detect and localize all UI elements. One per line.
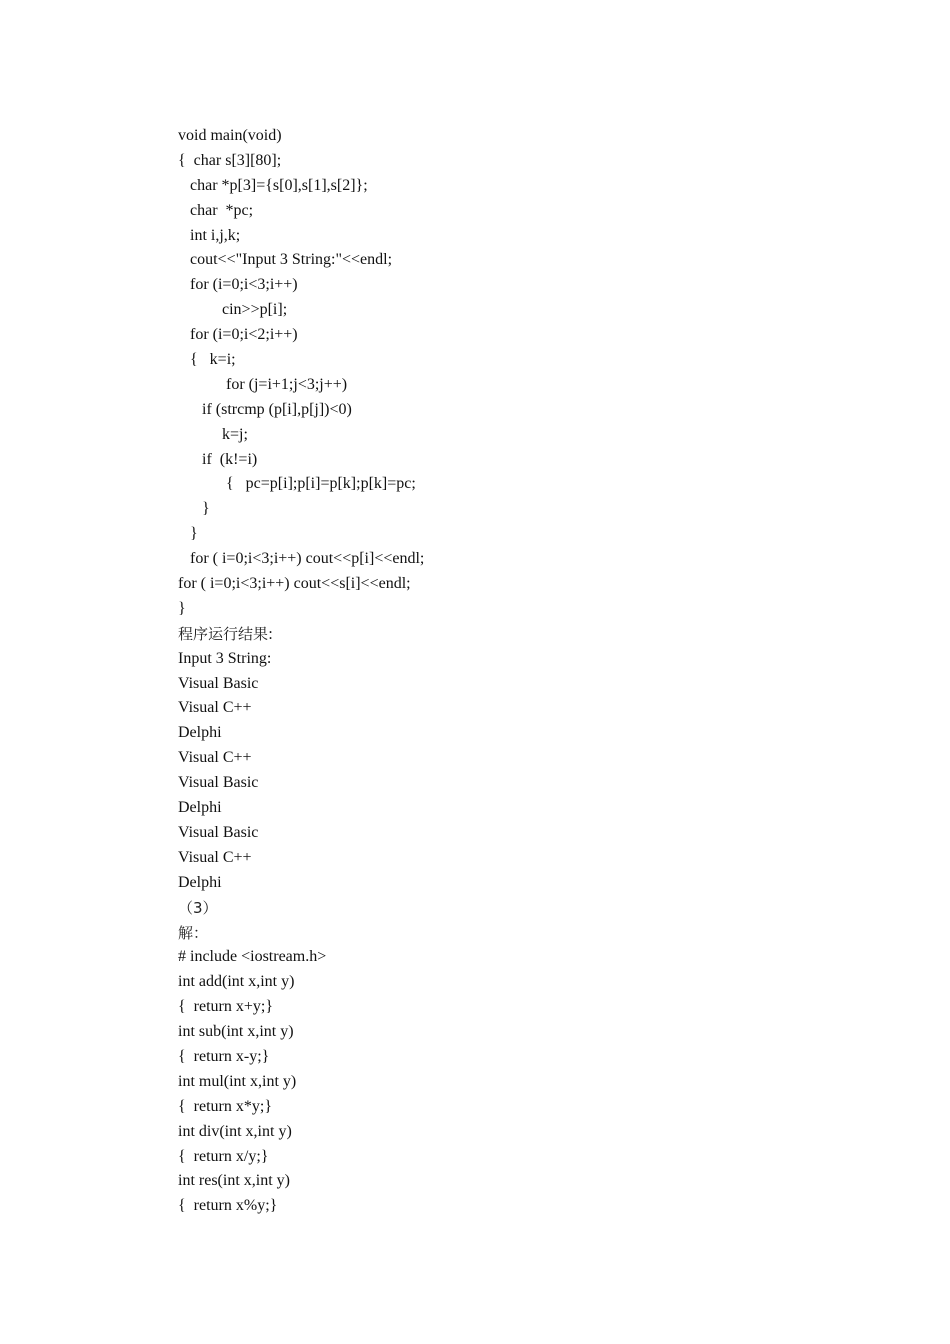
- code-line: for ( i=0;i<3;i++) cout<<p[i]<<endl;: [178, 550, 425, 568]
- code-line: cout<<"Input 3 String:"<<endl;: [178, 251, 393, 269]
- code-line: int res(int x,int y): [178, 1172, 290, 1190]
- code-line: }: [178, 525, 198, 543]
- code-line: int div(int x,int y): [178, 1122, 292, 1140]
- output-line: Delphi: [178, 799, 222, 817]
- code-line: for (i=0;i<3;i++): [178, 276, 298, 294]
- code-line: if (k!=i): [178, 450, 258, 468]
- output-line: Visual C++: [178, 699, 252, 717]
- code-line: # include <iostream.h>: [178, 948, 327, 966]
- output-line: Delphi: [178, 873, 222, 891]
- code-line: { pc=p[i];p[i]=p[k];p[k]=pc;: [178, 475, 416, 493]
- code-line: }: [178, 500, 210, 518]
- code-line: { return x-y;}: [178, 1047, 270, 1065]
- output-line: Visual C++: [178, 848, 252, 866]
- output-line: Input 3 String:: [178, 649, 272, 667]
- document-body: [178, 124, 878, 1219]
- code-line: int sub(int x,int y): [178, 1023, 294, 1041]
- code-line: { k=i;: [178, 351, 236, 369]
- code-line: cin>>p[i];: [178, 301, 288, 319]
- code-line: { return x/y;}: [178, 1147, 269, 1165]
- output-line: Visual C++: [178, 749, 252, 767]
- code-line: if (strcmp (p[i],p[j])<0): [178, 400, 352, 418]
- code-line: }: [178, 599, 186, 617]
- solution-label: 解：: [178, 923, 209, 942]
- code-line: { return x%y;}: [178, 1197, 278, 1215]
- code-line: for ( i=0;i<3;i++) cout<<s[i]<<endl;: [178, 575, 411, 593]
- code-line: void main(void): [178, 127, 282, 144]
- output-line: Visual Basic: [178, 674, 259, 692]
- output-line: Visual Basic: [178, 823, 259, 841]
- code-line: int add(int x,int y): [178, 973, 295, 991]
- code-line: char *p[3]={s[0],s[1],s[2]};: [178, 176, 368, 194]
- code-line: { return x+y;}: [178, 998, 274, 1016]
- code-line: for (i=0;i<2;i++): [178, 326, 298, 344]
- code-line: k=j;: [178, 425, 248, 443]
- code-line: int mul(int x,int y): [178, 1072, 297, 1090]
- code-line: { return x*y;}: [178, 1097, 273, 1115]
- code-line: char *pc;: [178, 201, 254, 219]
- code-line: for (j=i+1;j<3;j++): [178, 375, 348, 393]
- section-number: （3）: [178, 898, 218, 917]
- code-line: { char s[3][80];: [178, 151, 282, 169]
- code-line: int i,j,k;: [178, 226, 241, 244]
- output-line: Visual Basic: [178, 774, 259, 792]
- result-heading: 程序运行结果:: [178, 624, 274, 643]
- output-line: Delphi: [178, 724, 222, 742]
